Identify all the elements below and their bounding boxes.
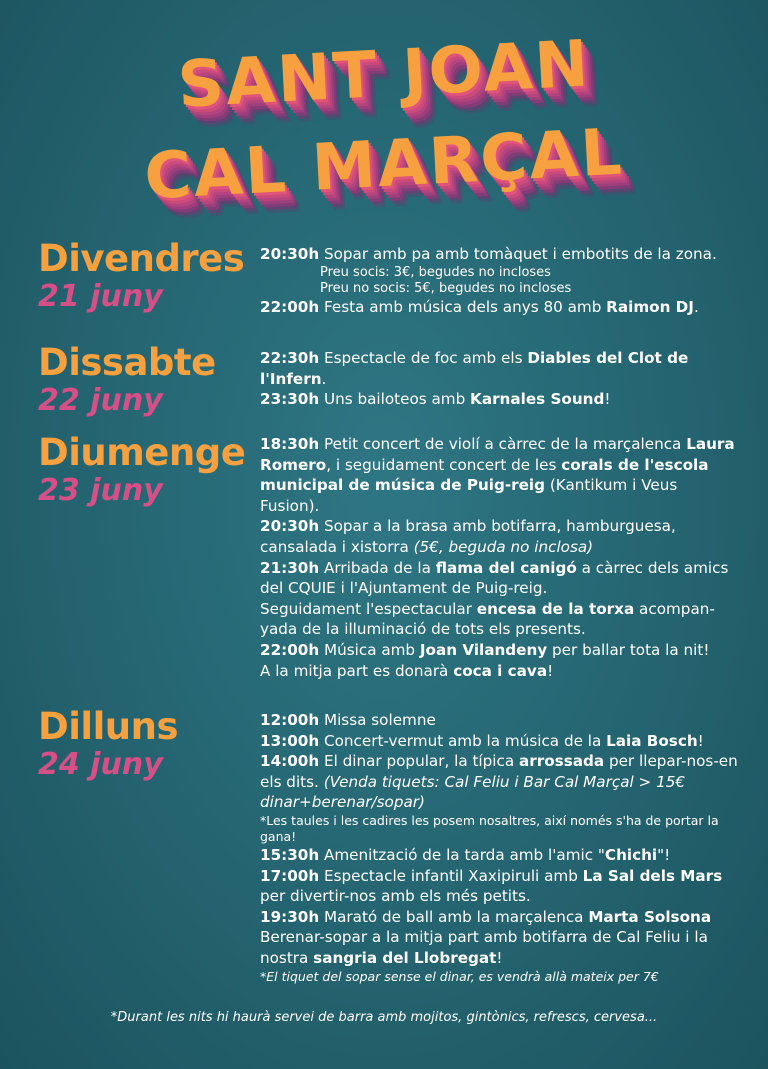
schedule-sunday bbox=[260, 434, 738, 681]
event-item: 22:00h Festa amb música dels anys 80 amb Raimon DJ. bbox=[260, 297, 699, 316]
day-date: 22 juny bbox=[38, 383, 163, 418]
footnote: *Les taules i les cadires les posem nosaltres, així només s'ha de portar la gana! bbox=[260, 812, 719, 844]
event-title-line-1: SANT JOAN bbox=[175, 27, 593, 123]
footer-note: *Durant les nits hi haurà servei de barra amb mojitos, gintònics, refrescs, cervesa... bbox=[110, 1010, 658, 1025]
schedule-saturday bbox=[260, 348, 738, 410]
day-heading-saturday bbox=[38, 341, 216, 418]
price-note: Preu no socis: 5€, begudes no incloses bbox=[320, 280, 572, 296]
footnote: *El tiquet del sopar sense el dinar, es vendrà allà mateix per 7€ bbox=[260, 968, 659, 984]
day-heading-sunday bbox=[38, 431, 246, 508]
event-item: 20:30h Sopar a la brasa amb botifarra, hamburguesa, cansalada i xistorra (5€, beguda no inclosa) bbox=[260, 517, 676, 556]
event-item: 17:00h Espectacle infantil Xaxipiruli amb La Sal dels Mars per divertir-nos amb els més petits. bbox=[260, 866, 723, 906]
event-title-line-2: CAL MARÇAL bbox=[142, 115, 626, 215]
day-heading-monday bbox=[38, 705, 178, 782]
event-item: 20:30h Sopar amb pa amb tomàquet i embotits de la zona. bbox=[260, 245, 717, 263]
day-date: 23 juny bbox=[38, 473, 163, 508]
event-item: 22:00h Música amb Joan Vilandeny per ballar tota la nit! bbox=[260, 640, 710, 659]
event-item: A la mitja part es donarà coca i cava! bbox=[260, 661, 554, 680]
event-item: 19:30h Marató de ball amb la marçalenca Marta Solsona bbox=[260, 907, 712, 926]
day-date: 21 juny bbox=[38, 279, 163, 314]
event-item: 22:30h Espectacle de foc amb els Diables del Clot de l'Infern. bbox=[260, 349, 689, 388]
event-item: 18:30h Petit concert de violí a càrrec de la marçalenca Laura Romero, i seguidament concert de les corals de l'escola municipal de música de Puig-reig (Kantikum i Veus Fusion). bbox=[260, 435, 735, 515]
schedule-friday bbox=[260, 244, 738, 317]
schedule-monday bbox=[260, 710, 738, 985]
event-item: Berenar-sopar a la mitja part amb botifarra de Cal Feliu i la nostra sangria del Llobregat! bbox=[260, 928, 708, 967]
event-item: 13:00h Concert-vermut amb la música de la Laia Bosch! bbox=[260, 731, 704, 750]
day-name: Dilluns bbox=[38, 705, 178, 748]
day-name: Dissabte bbox=[38, 341, 216, 384]
day-date: 24 juny bbox=[38, 747, 163, 782]
event-item: 15:30h Amenització de la tarda amb l'amic "Chichi"! bbox=[260, 845, 671, 864]
event-item: 21:30h Arribada de la flama del canigó a càrrec dels amics del CQUIE i l'Ajuntament de Puig-reig. bbox=[260, 558, 729, 598]
day-name: Divendres bbox=[38, 237, 245, 280]
price-note: Preu socis: 3€, begudes no incloses bbox=[320, 264, 551, 280]
day-heading-friday bbox=[38, 237, 245, 314]
event-item: Seguidament l'espectacular encesa de la torxa acompan-yada de la illuminació de tots els presents. bbox=[260, 599, 715, 639]
event-item: 14:00h El dinar popular, la típica arrossada per llepar-nos-en els dits. (Venda tiquets: Cal Feliu i Bar Cal Marçal > 15€ dinar+berenar/sopar) bbox=[260, 752, 738, 812]
day-name: Diumenge bbox=[38, 431, 246, 474]
event-item: 23:30h Uns bailoteos amb Karnales Sound! bbox=[260, 390, 611, 409]
event-item: 12:00h Missa solemne bbox=[260, 711, 436, 729]
